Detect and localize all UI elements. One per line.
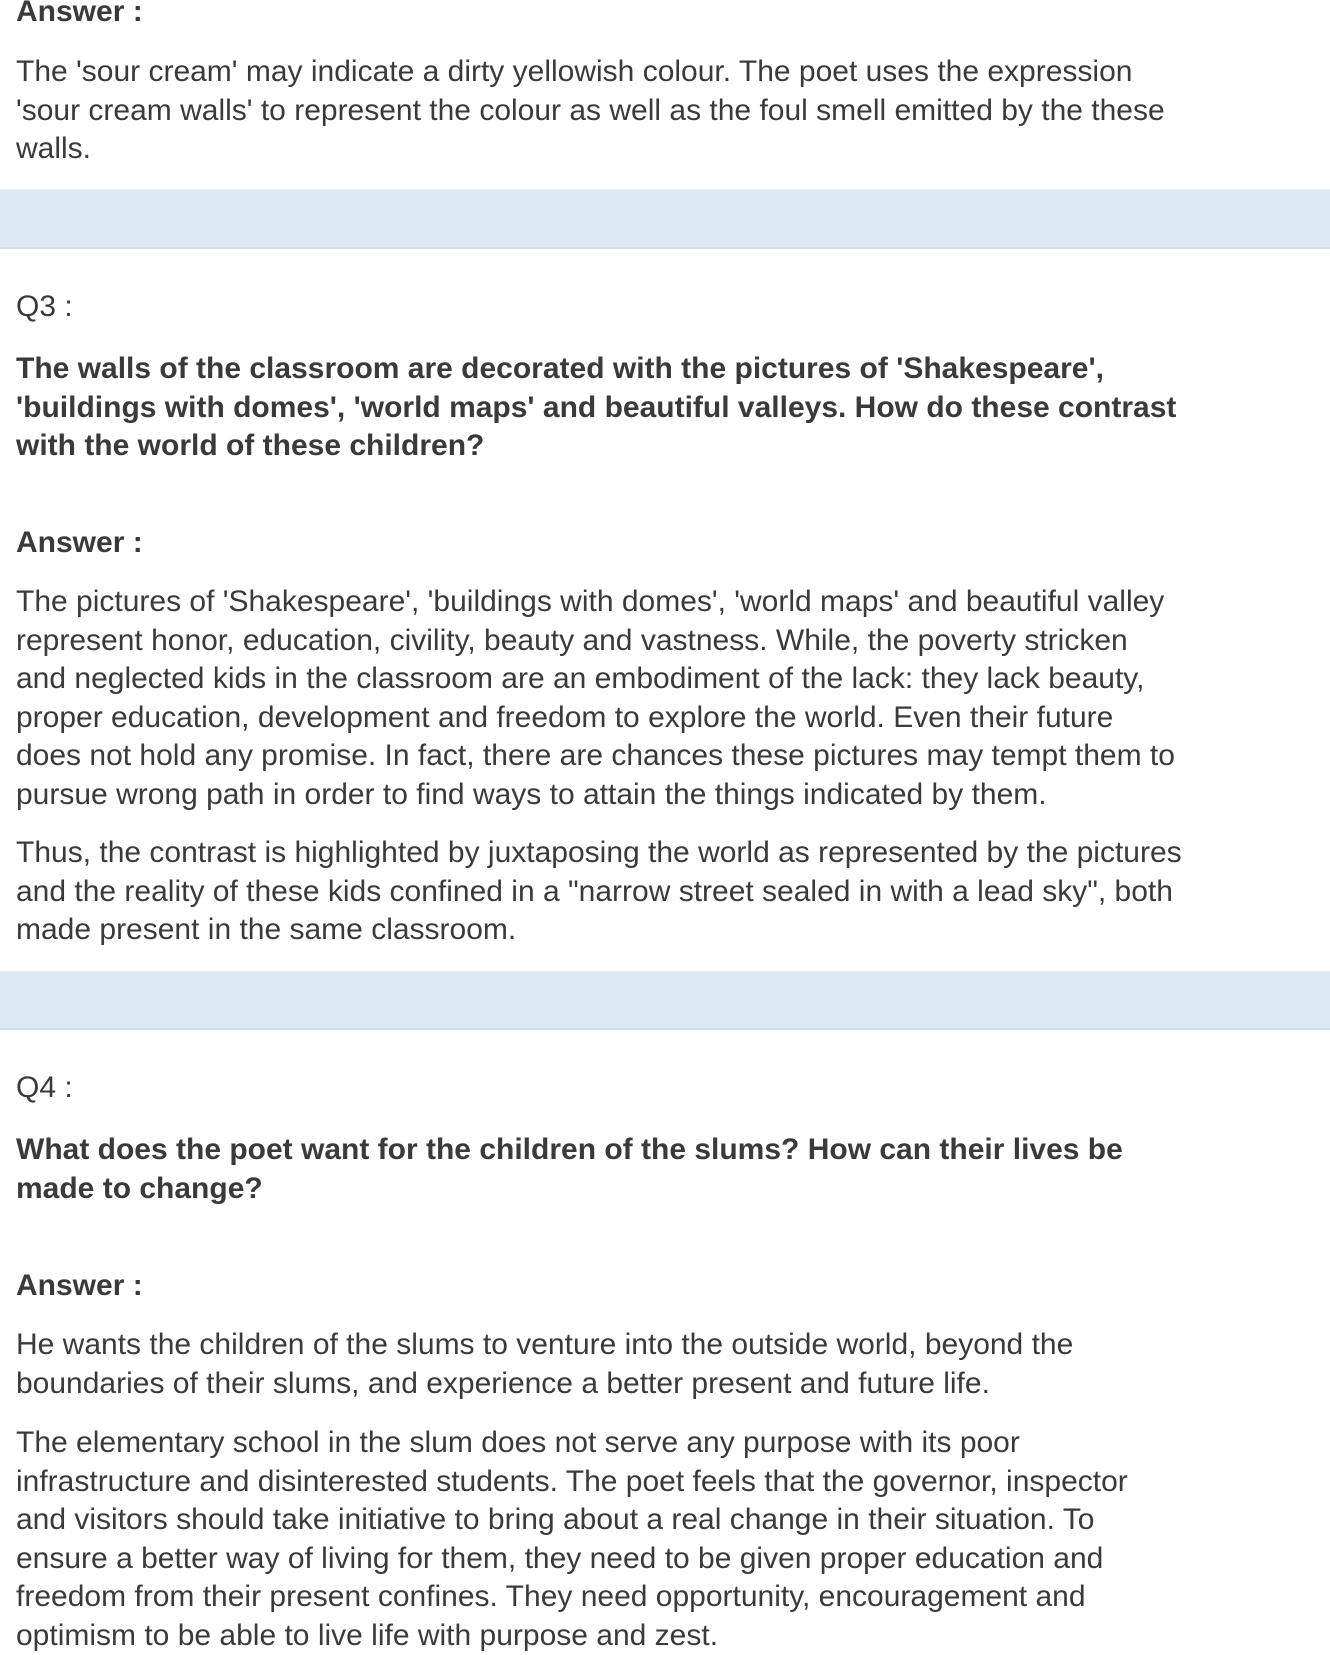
answer-paragraph	[16, 1326, 1073, 1403]
question-label: Q3 :	[16, 288, 73, 327]
question-label: Q4 :	[16, 1069, 73, 1108]
text-line: and neglected kids in the classroom are an embodiment of the lack: they lack beauty,	[16, 660, 1175, 699]
text-line: Thus, the contrast is highlighted by juxtaposing the world as represented by the pictures	[16, 834, 1182, 873]
answer-paragraph	[16, 583, 1175, 814]
text-line: walls.	[16, 130, 1165, 169]
text-line: The walls of the classroom are decorated with the pictures of 'Shakespeare',	[16, 350, 1176, 389]
text-line: 'buildings with domes', 'world maps' and beautiful valleys. How do these contrast	[16, 389, 1176, 428]
text-line: does not hold any promise. In fact, there are chances these pictures may tempt them to	[16, 737, 1175, 776]
answer-label: Answer :	[16, 1267, 143, 1306]
text-line: What does the poet want for the children of the slums? How can their lives be	[16, 1131, 1123, 1170]
answer-paragraph	[16, 1424, 1128, 1655]
text-line: infrastructure and disinterested students. The poet feels that the governor, inspector	[16, 1463, 1128, 1502]
text-line: The pictures of 'Shakespeare', 'buildings with domes', 'world maps' and beautiful valley	[16, 583, 1175, 622]
answer-label: Answer :	[16, 0, 143, 32]
answer-label: Answer :	[16, 524, 143, 563]
text-line: with the world of these children?	[16, 427, 1176, 466]
text-line: freedom from their present confines. They need opportunity, encouragement and	[16, 1578, 1128, 1617]
text-line: boundaries of their slums, and experience a better present and future life.	[16, 1365, 1073, 1404]
text-line: made to change?	[16, 1170, 1123, 1209]
text-line: represent honor, education, civility, beauty and vastness. While, the poverty stricken	[16, 622, 1175, 661]
question-text	[16, 1131, 1123, 1208]
text-line: The 'sour cream' may indicate a dirty yellowish colour. The poet uses the expression	[16, 53, 1165, 92]
text-line: The elementary school in the slum does not serve any purpose with its poor	[16, 1424, 1128, 1463]
text-line: and the reality of these kids confined in a "narrow street sealed in with a lead sky", both	[16, 873, 1182, 912]
text-line: proper education, development and freedom to explore the world. Even their future	[16, 699, 1175, 738]
question-text	[16, 350, 1176, 466]
section-divider	[0, 189, 1330, 249]
text-line: He wants the children of the slums to venture into the outside world, beyond the	[16, 1326, 1073, 1365]
text-line: made present in the same classroom.	[16, 911, 1182, 950]
text-line: pursue wrong path in order to find ways to attain the things indicated by them.	[16, 776, 1175, 815]
answer-paragraph	[16, 834, 1182, 950]
answer-text	[16, 53, 1165, 169]
text-line: optimism to be able to live life with purpose and zest.	[16, 1617, 1128, 1655]
section-divider	[0, 971, 1330, 1030]
text-line: 'sour cream walls' to represent the colour as well as the foul smell emitted by the these	[16, 92, 1165, 131]
text-line: and visitors should take initiative to bring about a real change in their situation. To	[16, 1501, 1128, 1540]
text-line: ensure a better way of living for them, they need to be given proper education and	[16, 1540, 1128, 1579]
